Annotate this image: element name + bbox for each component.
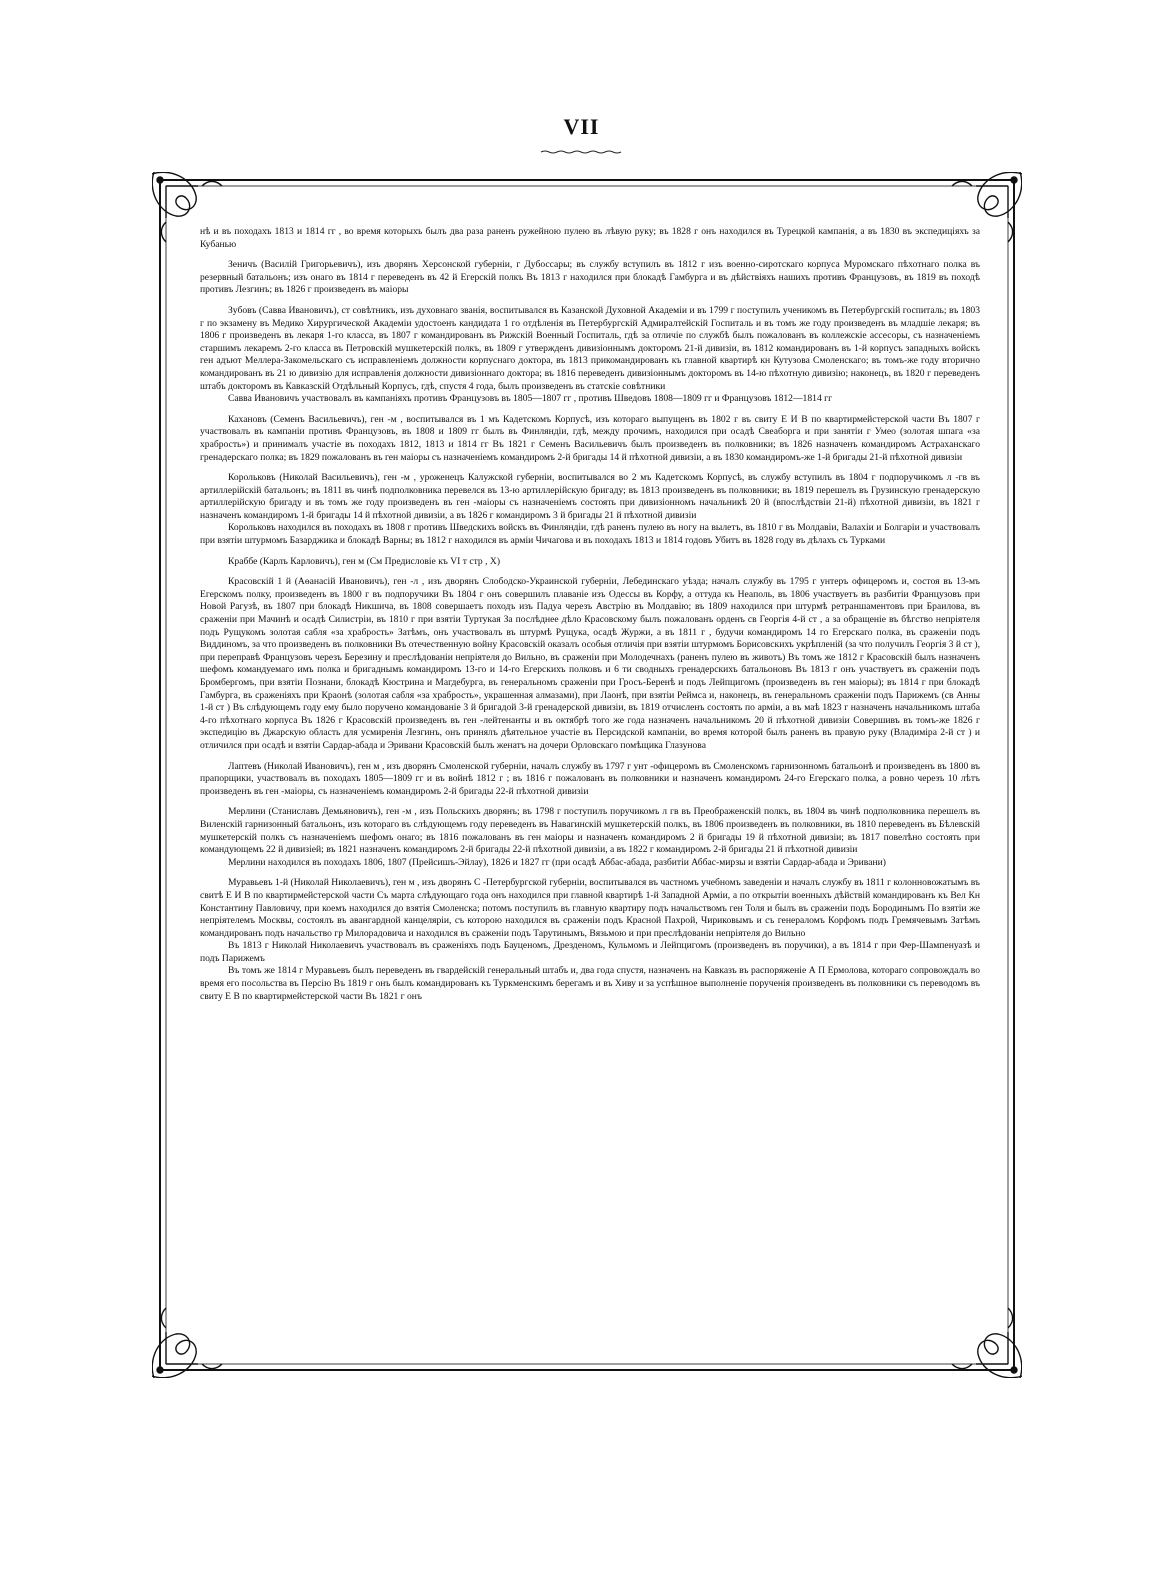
entry-korolkov [200, 472, 980, 548]
biography-text [200, 226, 980, 1011]
entry-zubov [200, 305, 980, 406]
entry-laptev [200, 761, 980, 799]
paragraph: Корольковъ (Николай Васильевичъ), ген -м , уроженецъ Калужской губерніи, воспитывался во 2 мъ Кадетскомъ Корпусѣ, въ службу вступилъ въ 1804 г подпоручикомъ л -гв въ артиллерійскій батальонъ; въ 1811 въ чинѣ подполковника перевелся въ 13-ю артиллерійскую бригаду; въ 1813 произведенъ въ полковники; въ 1819 перешелъ въ Грузинскую гренадерскую артиллерійскую бригаду и въ томъ же году произведенъ въ ген -маіоры съ назначеніемъ состоять при дивизіонномъ начальникѣ 20 й (впослѣдствіи 21-й) пѣхотной дивизіи, въ 1821 г назначенъ командиромъ 1-й бригады 14 й пѣхотной дивизіи, а въ 1826 г командиромъ 3 й бригады 21 й пѣхотной дивизіи [200, 472, 980, 521]
paragraph: Въ томъ же 1814 г Муравьевъ былъ переведенъ въ гвардейскій генеральный штабъ и, два года спустя, назначенъ на Кавказъ въ распоряженіе А П Ермолова, котораго сопровождалъ во время его посольства въ Персію Въ 1819 г онъ былъ командированъ къ Туркменскимъ берегамъ и въ Хиву и за успѣшное выполненіе порученія произведенъ въ полковники съ переводомъ въ свиту Е В по квартирмейстерской части Въ 1821 г онъ [200, 965, 980, 1002]
paragraph: Савва Ивановичъ участвовалъ въ кампаніяхъ противъ Французовъ въ 1805—1807 гг , противъ Шведовъ 1808—1809 гг и Французовъ 1812—1814 гг [228, 393, 833, 405]
paragraph: нѣ и въ походахъ 1813 и 1814 гг , во время которыхъ былъ два раза раненъ ружейною пулею въ лѣвую руку; въ 1828 г онъ находился въ Турецкой кампанія, а въ 1830 въ экспедиціяхъ за Кубанью [200, 226, 980, 250]
paragraph: Корольковъ находился въ походахъ въ 1808 г противъ Шведскихъ войскъ въ Финляндіи, гдѣ раненъ пулею въ ногу на вылетъ, въ 1810 г въ Молдавіи, Валахіи и Болгаріи и участвовалъ при взятіи штурмомъ Базарджика и блокадѣ Варны; въ 1812 г находился въ арміи Чичагова и въ походахъ 1813 и 1814 годовъ Убитъ въ 1828 году въ дѣлахъ съ Турками [200, 522, 980, 547]
entry-krasovsky [200, 576, 980, 752]
entry-merlini [200, 806, 980, 869]
paragraph: Мерлини находился въ походахъ 1806, 1807 (Прейсишъ-Эйлау), 1826 и 1827 гг (при осадѣ Аббас-абада, разбитіи Аббас-мирзы и взятіи Сардар-абада и Эривани) [228, 856, 886, 868]
paragraph: Въ 1813 г Николай Николаевичъ участвовалъ въ сраженіяхъ подъ Бауценомъ, Дрезденомъ, Кульмомъ и Лейпцигомъ (произведенъ въ поручики), а въ 1814 г при Фер-Шампенуазѣ и подъ Парижемъ [200, 940, 980, 964]
paragraph: Муравьевъ 1-й (Николай Николаевичъ), ген м , изъ дворянъ С -Петербургской губерніи, воспитывался въ частномъ учебномъ заведеніи и началъ службу въ 1811 г колонновожатымъ въ свитѣ Е И В по квартирмейстерской части Съ марта слѣдующаго года онъ находился при главной квартирѣ 1-й Западной Арміи, а по открытіи военныхъ дѣйствій командированъ къ Вел Кн Константину Павловичу, при коемъ находился до взятія Смоленска; потомъ поступилъ въ главную квартиру подъ начальствомъ ген Толя и былъ въ сраженіи подъ Бородинымъ По взятіи же непріятелемъ Москвы, состоялъ въ авангардной канцеляріи, съ которою находился въ сраженіи подъ Красной Пахрой, Чириковымъ и съ генераломъ Корфомъ подъ Гремячевымъ Затѣмъ командированъ подъ начальство гр Милорадовича и находился въ сраженіи подъ Тарутинымъ, Вязьмою и при преслѣдованіи непріятеля до Вильно [200, 877, 980, 939]
entry-kakhanov [200, 414, 980, 464]
paragraph: Краббе (Карлъ Карловичъ), ген м (См Предисловіе къ VI т стр , X) [228, 555, 501, 567]
entry-zenich [200, 259, 980, 297]
paragraph: Мерлини (Станиславъ Демьяновичъ), ген -м , изъ Польскихъ дворянъ; въ 1798 г поступилъ поручикомъ л гв въ Преображенскій полкъ, въ 1804 въ чинѣ подполковника перешелъ въ Виленскій гарнизонный батальонъ, изъ котораго въ слѣдующемъ году переведенъ въ Навагинскій мушкетерскій полкъ, въ 1806 произведенъ въ полковники, въ 1810 переведенъ въ Бѣлевскій мушкетерскій полкъ съ назначеніемъ шефомъ онаго; въ 1816 пожалованъ въ ген маіоры и назначенъ командиромъ 2 й бригады 19 й пѣхотной дивизіи; въ 1817 повелѣно состоять при командующемъ 22 й дивизіей; въ 1821 назначенъ командиромъ 2-й бригады 22-й пѣхотной дивизіи, а въ 1822 г командиромъ 2-й бригады 21 й пѣхотной дивизіи [200, 806, 980, 856]
entry-krabbe [200, 556, 980, 569]
paragraph: Зеничъ (Василій Григорьевичъ), изъ дворянъ Херсонской губерніи, г Дубоссары; въ службу вступилъ въ 1812 г изъ военно-сиротскаго корпуса Муромскаго пѣхотнаго полка въ резервный батальонъ; изъ онаго въ 1814 г переведенъ въ 42 й Егерскій полкъ Въ 1813 г находился при блокадѣ Гамбурга и въ дѣйствіяхъ нашихъ противъ Французовъ, въ 1819 въ походѣ противъ Лезгинъ; въ 1826 г произведенъ въ маіоры [200, 259, 980, 296]
paragraph: Зубовъ (Савва Ивановичъ), ст совѣтникъ, изъ духовнаго званія, воспитывался въ Казанской Духовной Академіи и въ 1799 г поступилъ ученикомъ въ Петербургскій госпиталь; въ 1803 г по экзамену въ Медико Хирургической Академіи удостоенъ кандидата 1 го отдѣленія въ Петербургскій Адмиралтейскій Госпиталь и въ томъ же году произведенъ въ младшіе лекаря; въ 1806 г произведенъ въ лекаря 1-го класса, въ 1807 г командированъ въ Рижскій Военный Госпиталь, гдѣ за отличіе по службѣ былъ пожалованъ въ коллежскіе ассесоры, съ назначеніемъ старшимъ лекаремъ 2-го класса въ Петровскій мушкетерскій полкъ, въ 1809 г утвержденъ дивизіоннымъ докторомъ 21-й дивизіи, въ 1812 командированъ въ 1-й корпусъ западныхъ войскъ ген адъют Меллера-Закомельскаго съ исправленіемъ должности корпуснаго доктора, въ 1813 прикомандированъ къ главной квартирѣ кн Кутузова Смоленскаго; въ томъ-же году вторично командированъ въ 21 ю дивизію для исправленія должности дивизіоннаго доктора; въ 1816 переведенъ дивизіоннымъ докторомъ въ 14-ю пѣхотную дивизію; наконецъ, въ 1820 г переведенъ штабъ докторомъ въ Кавказскій Отдѣльный Корпусъ, гдѣ, спустя 4 года, былъ произведенъ въ статскіе совѣтники [200, 304, 980, 392]
paragraph: Кахановъ (Семенъ Васильевичъ), ген -м , воспитывался въ 1 мъ Кадетскомъ Корпусѣ, изъ котораго выпущенъ въ 1802 г въ свиту Е И В по квартирмейстерской части Въ 1807 г участвовалъ въ кампаніи противъ Французовъ, въ 1808 и 1809 гг былъ въ Финляндіи, гдѣ, между прочимъ, находился при осадѣ Свеаборга и при занятіи г Умео (золотая шпага «за храбрость») и принималъ участіе въ походахъ 1812, 1813 и 1814 гг Въ 1821 г Семенъ Васильевичъ былъ произведенъ въ полковники; въ 1826 назначенъ командиромъ Астраханскаго гренадерскаго полка; въ 1829 пожалованъ въ ген маіоры съ назначеніемъ командиромъ 2-й бригады 14 й пѣхотной дивизіи, а въ 1830 командиромъ-же 1-й бригады 21-й пѣхотной дивизіи [200, 413, 980, 463]
entry-muravyov [200, 877, 980, 1003]
page-number: VII [563, 114, 600, 139]
corner-ornament-bottom-left-icon [152, 1308, 222, 1378]
page-number-underline [540, 150, 622, 154]
corner-ornament-bottom-right-icon [952, 1308, 1022, 1378]
paragraph: Лаптевъ (Николай Ивановичъ), ген м , изъ дворянъ Смоленской губерніи, началъ службу въ 1797 г унт -офицеромъ въ Смоленскомъ гарнизонномъ батальонѣ и произведенъ въ 1800 въ прапорщики, участвовалъ въ походахъ 1805—1809 гг и въ войнѣ 1812 г ; въ 1816 г пожалованъ въ полковники и назначенъ командиромъ 24-го Егерскаго полка, а ровно черезъ 10 лѣтъ произведенъ въ ген -маіоры, съ назначеніемъ командиромъ 2-й бригады 22-й пѣхотной дивизіи [200, 760, 980, 797]
paragraph: Красовскій 1 й (Аѳанасій Ивановичъ), ген -л , изъ дворянъ Слободско-Украинской губерніи, Лебединскаго уѣзда; началъ службу въ 1795 г унтеръ офицеромъ и, состоя въ 13-мъ Егерскомъ полку, произведенъ въ 1800 г въ подпоручики Въ 1804 г онъ совершилъ плаваніе изъ Одессы въ Корфу, а оттуда къ Неаполь, въ 1806 участвуетъ въ разбитіи Французовъ при Новой Рагузѣ, въ 1807 при блокадѣ Никшича, въ 1808 совершаетъ походъ изъ Падуа черезъ Австрію въ Молдавію; въ 1809 находился при штурмѣ ретраншаментовъ при Браилова, въ сраженіи при Мачинѣ и осадѣ Силистріи, въ 1810 г при взятіи Туртукая За послѣднее дѣло Красовскому былъ пожалованъ орденъ св Георгія 4-й ст , а за обращеніе въ бѣгство непріятеля подъ Рущукомъ золотая сабля «за храбрость» Затѣмъ, онъ участвовалъ въ штурмѣ Рущука, осадѣ Журжи, а въ 1811 г , будучи командиромъ 14 го Егерскаго полка, въ сраженіи подъ Виддиномъ, за что произведенъ въ полковники Въ отечественную войну Красовскій оказалъ особыя отличія при взятіи штурмомъ Борисовскихъ укрѣпленій (за что получилъ Георгія 3 й ст ), при переправѣ Французовъ черезъ Березину и преслѣдованіи непріятеля до Вильно, въ сраженіи при Молодечнахъ (раненъ пулею въ животъ) Въ томъ же 1812 г Красовскій былъ назначенъ шефомъ командуемаго имъ полка и бригаднымъ командиромъ 13-го и 14-го Егерскихъ полковъ и 6 ти сводныхъ гренадерскихъ батальоновъ Въ 1813 г онъ участвуетъ въ сраженіи подъ Бромбергомъ, при взятіи Познани, блокадѣ Кюстрина и Магдебурга, въ генеральномъ сраженіи при Гросъ-Беренѣ и подъ Лейпцигомъ (произведенъ въ ген маіоры); въ 1814 г при блокадѣ Гамбурга, въ сраженіяхъ при Краонѣ (золотая сабля «за храбрость», украшенная алмазами), при Лаонѣ, при взятіи Реймса и, наконецъ, въ генеральномъ сраженіи подъ Парижемъ (св Анны 1-й ст ) Въ слѣдующемъ году ему было поручено командованіе 3 й бригадой 3-й гренадерской дивизіи, въ 1819 отчисленъ состоять по арміи, а въ маѣ 1823 г назначенъ начальникомъ штаба 4-го пѣхотнаго корпуса Въ 1826 г Красовскій произведенъ въ ген -лейтенанты и въ октябрѣ того же года назначенъ начальникомъ 20 й пѣхотной дивизіи Совершивъ въ томъ-же 1826 г экспедицію въ Джарскую область для усмиренія Лезгинъ, онъ принялъ дѣятельное участіе въ Персидской кампаніи, во время которой былъ раненъ въ правую руку (Владиміра 2-й ст ) и отличился при осадѣ и взятіи Сардар-абада и Эривани Красовскій былъ женатъ на дочери Орловскаго помѣщика Глазунова [200, 576, 980, 751]
entry-continuation [200, 226, 980, 251]
